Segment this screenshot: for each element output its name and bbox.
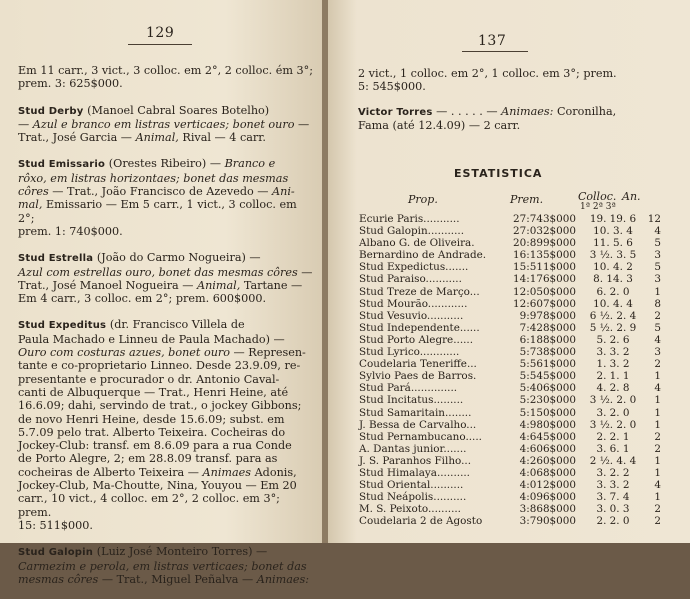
- stud-entry: [18, 318, 314, 532]
- placings: 8. 14. 3: [593, 273, 633, 286]
- animal-count: 1: [654, 454, 661, 467]
- placings: 2 ½. 4. 4: [589, 454, 637, 467]
- animal-count: 3: [654, 273, 661, 286]
- prize-amount: 4:260$000: [519, 454, 576, 467]
- owner-name: J. Bessa de Carvalho...: [359, 418, 477, 431]
- table-row: [359, 407, 661, 419]
- header-colloc: Colloc.: [578, 190, 617, 203]
- statistics-title: ESTATISTICA: [454, 167, 543, 180]
- placings: 5. 2. 6: [596, 333, 630, 346]
- table-row: [359, 310, 661, 322]
- placings: 10. 4. 2: [593, 261, 633, 274]
- animal-count: 5: [654, 321, 661, 334]
- entry-line: [18, 466, 314, 479]
- placings: 3 ½. 3. 5: [589, 249, 637, 262]
- entry-line: [18, 346, 314, 359]
- entry-text: 16.6.09; dahi, servindo de trat., o jockey Gibbons;: [18, 399, 302, 413]
- placings: 2. 1. 1: [596, 370, 630, 383]
- owner-name: A. Dantas junior.......: [359, 442, 467, 455]
- animal-count: 5: [654, 261, 661, 274]
- prize-amount: 3:868$000: [519, 503, 576, 516]
- entry-line: [18, 359, 314, 372]
- table-row: [359, 298, 661, 310]
- entry-text: (João do Carmo Nogueira) —: [96, 251, 261, 265]
- left-page-number-rule: [128, 44, 192, 45]
- owner-name: Stud Paraiso...........: [359, 273, 462, 286]
- entry-text: 5.7.09 pelo trat. Alberto Teixeira. Cocheiras do: [18, 425, 286, 439]
- entry-text: de Porto Alegre, 2; em 28.8.09 transf. para as: [18, 452, 278, 466]
- animal-count: 2: [654, 430, 661, 443]
- entry-line: [18, 266, 314, 279]
- entry-line: [18, 545, 314, 559]
- entry-text: Branco e: [224, 157, 276, 171]
- owner-name: Stud Incitatus.........: [359, 394, 464, 407]
- placings: 1. 3. 2: [596, 358, 630, 371]
- prize-amount: 5:406$000: [519, 382, 576, 395]
- stud-name: Stud Derby: [18, 105, 88, 117]
- entry-line: [18, 439, 314, 452]
- left-page-number: 129: [146, 25, 175, 41]
- entry-line: [18, 318, 314, 332]
- entry-text: carr., 10 vict., 4 colloc. em 2°, 2 colloc. em 3°; prem.: [18, 492, 280, 519]
- prize-amount: 4:980$000: [519, 418, 576, 431]
- prize-amount: 7:428$000: [519, 321, 576, 334]
- entry-line: [18, 157, 314, 171]
- entry-text: (Manoel Cabral Soares Botelho): [87, 103, 270, 117]
- entry-text: Azul com estrellas ouro, bonet das mesmas côres: [18, 265, 298, 279]
- entry-text: tante e co-proprietario Linneo. Desde 23.9.09, re-: [18, 359, 301, 373]
- entry-line: [18, 185, 314, 198]
- owner-name: Stud Neápolis..........: [359, 491, 467, 504]
- table-row: [359, 382, 661, 394]
- animal-count: 1: [654, 491, 661, 504]
- entry-text: de novo Henri Heine, desde 15.6.09; subst. em: [18, 412, 285, 426]
- animal-count: 4: [654, 479, 661, 492]
- entry-text: mesmas côres: [18, 572, 99, 586]
- placings: 3. 2. 0: [596, 406, 630, 419]
- table-row: [359, 431, 661, 443]
- entry-text: mal,: [18, 198, 43, 212]
- owner-name: Coudelaria 2 de Agosto: [359, 515, 483, 528]
- entry-line: [18, 104, 314, 118]
- owner-name: Stud Galopin...........: [359, 225, 465, 238]
- entry-text: Adonis,: [251, 465, 297, 479]
- prize-amount: 6:188$000: [519, 333, 576, 346]
- right-page-number: 137: [478, 33, 507, 49]
- header-prem: Prem.: [510, 193, 544, 206]
- entry-text: — Azul e branco em listras verticaes; bonet ouro —: [18, 117, 310, 131]
- entry-text: Animal,: [135, 131, 179, 145]
- stud-name: Stud Expeditus: [18, 320, 110, 332]
- table-row: [359, 261, 661, 273]
- entry-text: — Trat., João Francisco de Azevedo —: [48, 185, 273, 199]
- prize-amount: 27:032$000: [513, 225, 576, 238]
- placings: 11. 5. 6: [593, 237, 633, 250]
- stud-name: Stud Estrella: [18, 253, 97, 265]
- table-row: [359, 394, 661, 406]
- entry-line: [18, 118, 314, 131]
- victor-name: Victor Torres: [358, 106, 433, 118]
- table-row: [359, 237, 661, 249]
- animal-count: 5: [654, 237, 661, 250]
- prize-amount: 4:645$000: [519, 430, 576, 443]
- prize-amount: 5:738$000: [519, 346, 576, 359]
- prize-amount: 5:561$000: [519, 358, 576, 371]
- entry-line: [18, 373, 314, 386]
- placings: 6. 2. 0: [596, 285, 630, 298]
- placings: 5 ½. 2. 9: [589, 321, 637, 334]
- right-page-text: [358, 67, 678, 132]
- animal-count: 8: [654, 297, 661, 310]
- left-page-text: [18, 64, 314, 599]
- continuation-line: 5: 545$000.: [358, 80, 426, 94]
- owner-name: Bernardino de Andrade.: [359, 249, 487, 262]
- entry-line: [18, 279, 314, 292]
- owner-name: Stud Treze de Março...: [359, 285, 480, 298]
- animal-count: 3: [654, 346, 661, 359]
- placings: 3. 2. 2: [596, 466, 630, 479]
- animal-count: 1: [654, 466, 661, 479]
- animal-count: 1: [654, 406, 661, 419]
- prize-amount: 15:511$000: [513, 261, 576, 274]
- placings: 6 ½. 2. 4: [589, 309, 637, 322]
- prize-amount: 27:743$000: [513, 213, 576, 225]
- entry-line: [18, 399, 314, 412]
- entry-text: Ouro com costuras azues, bonet ouro: [18, 346, 230, 360]
- table-row: [359, 491, 661, 503]
- owner-name: Albano G. de Oliveira.: [359, 237, 475, 250]
- entry-line: [18, 251, 314, 265]
- placings: 3 ½. 2. 0: [589, 418, 637, 431]
- entry-text: Paula Machado e Linneu de Paula Machado) —: [18, 332, 285, 346]
- entry-line: [18, 386, 314, 399]
- prize-amount: 4:606$000: [519, 442, 576, 455]
- entry-text: presentante e procurador o dr. Antonio Caval-: [18, 372, 280, 386]
- entry-line: [18, 426, 314, 439]
- prize-amount: 4:012$000: [519, 479, 576, 492]
- entry-text: Jockey-Club, Ma-Choutte, Nina, Youyou — Em 20: [18, 479, 297, 493]
- entry-text: — Trat., Miguel Peñalva —: [98, 572, 257, 586]
- victor-entry: [358, 105, 678, 119]
- placings: 3. 7. 4: [596, 491, 630, 504]
- placings: 3. 0. 3: [596, 503, 630, 516]
- entry-line: [18, 333, 314, 346]
- entry-line: [18, 131, 314, 144]
- victor-entry-line: Fama (até 12.4.09) — 2 carr.: [358, 118, 521, 132]
- animal-count: 1: [654, 394, 661, 407]
- table-row: [359, 443, 661, 455]
- animal-count: 4: [654, 225, 661, 238]
- entry-text: Animaes:: [256, 572, 310, 586]
- owner-name: Stud Lyrico............: [359, 346, 460, 359]
- entry-line: [18, 292, 314, 305]
- owner-name: J. S. Paranhos Filho...: [359, 454, 472, 467]
- entry-line: [18, 560, 314, 573]
- entry-text: 15: 511$000.: [18, 518, 93, 532]
- table-row: [359, 370, 661, 382]
- table-row: [359, 455, 661, 467]
- header-ranks: 1ª 2ª 3ª: [580, 202, 616, 212]
- placings: 3 ½. 2. 0: [589, 394, 637, 407]
- table-row: [359, 346, 661, 358]
- table-row: [359, 479, 661, 491]
- entry-text: canti de Albuquerque — Trat., Henri Heine, até: [18, 385, 289, 399]
- entry-line: [18, 519, 314, 532]
- placings: 3. 3. 2: [596, 479, 630, 492]
- opening-line: Em 11 carr., 3 vict., 3 colloc. em 2°, 2 colloc. ém 3°;: [18, 64, 313, 77]
- opening-line: prem. 3: 625$000.: [18, 77, 123, 91]
- prize-amount: 3:790$000: [519, 515, 576, 528]
- right-page-number-rule: [462, 51, 528, 52]
- animal-count: 2: [654, 515, 661, 528]
- stud-entry: [18, 251, 314, 305]
- prize-amount: 12:607$000: [513, 297, 576, 310]
- placings: 3. 6. 1: [596, 442, 630, 455]
- stud-entry: [18, 157, 314, 238]
- entry-text: Emissario — Em 5 carr., 1 vict., 3 colloc. em 2°;: [18, 198, 297, 225]
- entry-line: [18, 225, 314, 238]
- table-row: [359, 503, 661, 515]
- table-row: [359, 286, 661, 298]
- animal-count: 2: [654, 503, 661, 516]
- entry-text: cocheiras de Alberto Teixeira —: [18, 465, 203, 479]
- entry-text: Animal,: [197, 278, 241, 292]
- owner-name: Stud Samaritain........: [359, 406, 472, 419]
- entry-text: Carmezim e perola, em listras verticaes; bonet das: [18, 559, 307, 573]
- prize-amount: 5:230$000: [519, 394, 576, 407]
- table-row: [359, 358, 661, 370]
- table-row: [359, 273, 661, 285]
- owner-name: Stud Expedictus.......: [359, 261, 469, 274]
- entry-text: côres: [18, 185, 49, 199]
- entry-text: (dr. Francisco Villela de: [109, 318, 245, 332]
- table-row: [359, 467, 661, 479]
- table-row: [359, 419, 661, 431]
- prize-amount: 9:978$000: [519, 309, 576, 322]
- victor-text: Coronilha,: [553, 104, 617, 118]
- owner-name: Stud Vesuvio...........: [359, 309, 464, 322]
- animal-count: 4: [654, 382, 661, 395]
- stud-entry: [18, 545, 314, 586]
- table-row: [359, 322, 661, 334]
- table-row: [359, 249, 661, 261]
- animal-count: 2: [654, 442, 661, 455]
- entry-line: [18, 172, 314, 185]
- entry-line: [18, 492, 314, 519]
- table-row: [359, 515, 661, 527]
- owner-name: Stud Pará..............: [359, 382, 458, 395]
- entry-text: Trat., José Garcia —: [18, 131, 136, 145]
- animal-count: 1: [654, 370, 661, 383]
- table-row: [359, 213, 661, 225]
- owner-name: Ecurie Paris...........: [359, 213, 460, 225]
- entry-text: Ani-: [272, 185, 295, 199]
- placings: 19. 19. 6: [589, 213, 637, 225]
- prize-amount: 16:135$000: [513, 249, 576, 262]
- entry-line: [18, 198, 314, 225]
- entry-text: (Luiz José Monteiro Torres) —: [96, 545, 268, 559]
- stud-name: Stud Galopin: [18, 547, 97, 559]
- owner-name: Stud Oriental..........: [359, 479, 464, 492]
- prize-amount: 12:050$000: [513, 285, 576, 298]
- prize-amount: 14:176$000: [513, 273, 576, 286]
- animal-count: 3: [654, 249, 661, 262]
- placings: 3. 3. 2: [596, 346, 630, 359]
- entry-text: prem. 1: 740$000.: [18, 224, 123, 238]
- owner-name: Stud Porto Alegre......: [359, 333, 474, 346]
- victor-animals-label: Animaes:: [501, 104, 554, 118]
- stud-name: Stud Emissario: [18, 159, 109, 171]
- continuation-line: 2 vict., 1 colloc. em 2°, 1 colloc. em 3°; prem.: [358, 67, 617, 80]
- header-prop: Prop.: [408, 193, 438, 206]
- entry-line: [18, 452, 314, 465]
- prize-amount: 4:096$000: [519, 491, 576, 504]
- table-row: [359, 334, 661, 346]
- entry-text: Jockey-Club: transf. em 8.6.09 para a rua Conde: [18, 439, 292, 453]
- entry-text: (Orestes Ribeiro) —: [108, 157, 225, 171]
- prize-amount: 5:545$000: [519, 370, 576, 383]
- entry-line: [18, 479, 314, 492]
- animal-count: 2: [654, 309, 661, 322]
- entry-text: —: [297, 265, 313, 279]
- owner-name: Stud Mourão............: [359, 297, 468, 310]
- prize-amount: 20:899$000: [513, 237, 576, 250]
- entry-text: Tartane —: [240, 278, 303, 292]
- prize-amount: 4:068$000: [519, 466, 576, 479]
- entry-text: Animaes: [202, 465, 252, 479]
- placings: 10. 3. 4: [593, 225, 633, 238]
- animal-count: 2: [654, 358, 661, 371]
- entry-line: [18, 413, 314, 426]
- owner-name: Coudelaria Teneriffe...: [359, 358, 477, 371]
- entry-line: [18, 573, 314, 586]
- entry-text: Rival — 4 carr.: [178, 131, 266, 145]
- owner-name: Sylvio Paes de Barros.: [359, 370, 477, 383]
- animal-count: 12: [647, 213, 661, 225]
- entry-text: Em 4 carr., 3 colloc. em 2°; prem. 600$000.: [18, 292, 267, 306]
- placings: 4. 2. 8: [596, 382, 630, 395]
- left-page: [0, 0, 322, 586]
- animal-count: 1: [654, 285, 661, 298]
- victor-text: — . . . . . —: [432, 104, 502, 118]
- statistics-table: [359, 213, 661, 527]
- animal-count: 1: [654, 418, 661, 431]
- stud-entries: [18, 104, 314, 587]
- table-row: [359, 225, 661, 237]
- placings: 2. 2. 1: [596, 430, 630, 443]
- stud-entry: [18, 104, 314, 145]
- header-an: An.: [622, 190, 641, 203]
- owner-name: Stud Pernambucano.....: [359, 430, 482, 443]
- owner-name: M. S. Peixoto..........: [359, 503, 461, 516]
- entry-text: Trat., José Manoel Nogueira —: [18, 278, 198, 292]
- placings: 2. 2. 0: [596, 515, 630, 528]
- entry-text: rôxo, em listras horizontaes; bonet das mesmas: [18, 171, 289, 185]
- owner-name: Stud Independente......: [359, 321, 480, 334]
- entry-text: — Represen-: [229, 346, 306, 360]
- owner-name: Stud Himalaya..........: [359, 466, 470, 479]
- animal-count: 4: [654, 333, 661, 346]
- prize-amount: 5:150$000: [519, 406, 576, 419]
- placings: 10. 4. 4: [593, 297, 633, 310]
